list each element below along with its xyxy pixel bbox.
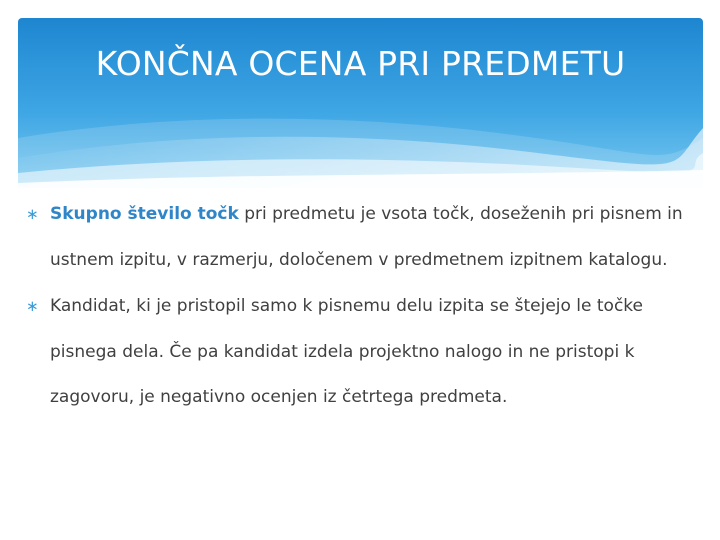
slide-title: KONČNA OCENA PRI PREDMETU: [95, 44, 626, 83]
bullet-text: Kandidat, ki je pristopil samo k pisnemu delu izpita se štejejo le točke pisnega dela. Če pa kandidat izdela projektno nalogo in ne pristopi k zagovoru, je negativno ocenjen iz četrtega predmeta.: [50, 296, 643, 407]
bullet-item: [26, 284, 696, 421]
bullet-text: pri predmetu je vsota točk, doseženih pri pisnem in ustnem izpitu, v razmerju, določenem v predmetnem izpitnem katalogu.: [50, 204, 683, 270]
title-banner: [18, 18, 703, 188]
bullet-list: [26, 192, 696, 422]
asterisk-icon: ∗: [26, 297, 39, 315]
asterisk-icon: ∗: [26, 205, 39, 223]
bullet-item: [26, 192, 696, 283]
bullet-emphasis: Skupno število točk: [50, 204, 239, 224]
